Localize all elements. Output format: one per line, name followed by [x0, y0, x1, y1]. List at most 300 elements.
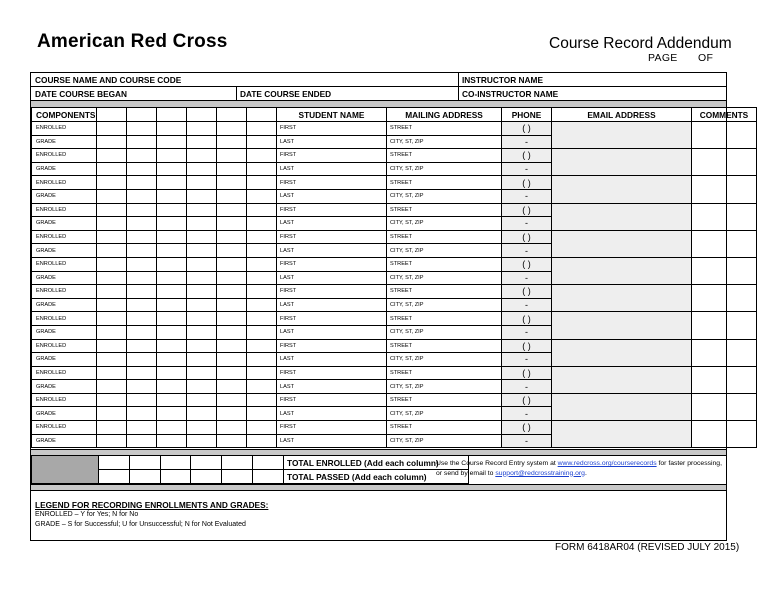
date-began-field[interactable]: DATE COURSE BEGAN [35, 89, 128, 99]
enrolled-cell[interactable] [127, 339, 157, 353]
enrolled-cell[interactable] [127, 176, 157, 190]
enrolled-cell[interactable] [157, 122, 187, 136]
comments-field[interactable] [692, 203, 757, 230]
first-name-field[interactable]: FIRST [277, 285, 387, 299]
enrolled-cell[interactable] [97, 339, 127, 353]
support-email-link[interactable]: support@redcrosstraining.org [495, 469, 585, 477]
courserecords-link[interactable]: www.redcross.org/courserecords [557, 460, 657, 467]
grade-cell[interactable] [187, 189, 217, 203]
enrolled-cell[interactable] [127, 421, 157, 435]
enrolled-cell[interactable] [97, 176, 127, 190]
grade-cell[interactable] [187, 434, 217, 448]
enrolled-cell[interactable] [247, 122, 277, 136]
comments-field[interactable] [692, 176, 757, 203]
enrolled-cell[interactable] [157, 312, 187, 326]
grade-cell[interactable] [187, 353, 217, 367]
grade-cell[interactable] [217, 325, 247, 339]
phone-area-field[interactable]: ( ) [502, 230, 552, 244]
grade-cell[interactable] [157, 407, 187, 421]
phone-number-field[interactable]: - [502, 380, 552, 394]
phone-area-field[interactable]: ( ) [502, 285, 552, 299]
grade-cell[interactable] [97, 298, 127, 312]
grade-cell[interactable] [217, 162, 247, 176]
grade-cell[interactable] [157, 162, 187, 176]
email-field[interactable] [552, 257, 692, 284]
grade-cell[interactable] [127, 380, 157, 394]
enrolled-label: ENROLLED [32, 122, 97, 136]
comments-field[interactable] [692, 421, 757, 448]
grade-cell[interactable] [217, 407, 247, 421]
enrolled-label: ENROLLED [32, 339, 97, 353]
enrolled-cell[interactable] [217, 366, 247, 380]
grade-cell[interactable] [97, 325, 127, 339]
email-field[interactable] [552, 339, 692, 366]
mailing-address-header: MAILING ADDRESS [387, 108, 502, 122]
phone-area-field[interactable]: ( ) [502, 149, 552, 163]
enrolled-cell[interactable] [97, 393, 127, 407]
grade-cell[interactable] [247, 380, 277, 394]
phone-number-field[interactable]: - [502, 162, 552, 176]
grade-label: GRADE [32, 298, 97, 312]
street-field[interactable]: STREET [387, 149, 502, 163]
email-field[interactable] [552, 122, 692, 149]
grade-cell[interactable] [217, 298, 247, 312]
grade-cell[interactable] [187, 298, 217, 312]
last-name-field[interactable]: LAST [277, 298, 387, 312]
street-field[interactable]: STREET [387, 393, 502, 407]
enrolled-cell[interactable] [217, 285, 247, 299]
submission-note: Use the Course Record Entry system at www.redcross.org/courserecords for faster processing, or send by email to support@redcrosstraining.org. [436, 460, 722, 477]
enrolled-cell[interactable] [187, 393, 217, 407]
city-state-zip-field[interactable]: CITY, ST, ZIP [387, 298, 502, 312]
co-instructor-field[interactable]: CO-INSTRUCTOR NAME [462, 89, 559, 99]
enrolled-label: ENROLLED [32, 285, 97, 299]
enrolled-cell[interactable] [97, 312, 127, 326]
student-row-enrolled [32, 203, 757, 217]
street-field[interactable]: STREET [387, 176, 502, 190]
grade-cell[interactable] [247, 434, 277, 448]
grade-cell[interactable] [247, 135, 277, 149]
enrolled-cell[interactable] [127, 203, 157, 217]
first-name-field[interactable]: FIRST [277, 393, 387, 407]
enrolled-label: ENROLLED [32, 203, 97, 217]
components-header: COMPONENTS [32, 108, 97, 122]
total-enrolled-label: TOTAL ENROLLED (Add each column) [284, 456, 469, 470]
grade-cell[interactable] [157, 217, 187, 231]
first-name-field[interactable]: FIRST [277, 312, 387, 326]
student-row-enrolled [32, 122, 757, 136]
grade-cell[interactable] [187, 407, 217, 421]
student-row-enrolled [32, 285, 757, 299]
enrolled-label: ENROLLED [32, 366, 97, 380]
grade-cell[interactable] [97, 217, 127, 231]
enrolled-cell[interactable] [127, 230, 157, 244]
brand-logo-text: American Red Cross [37, 31, 228, 52]
street-field[interactable]: STREET [387, 203, 502, 217]
legend-grade: GRADE – S for Successful; U for Unsuccessful; N for Not Evaluated [35, 521, 246, 528]
grade-cell[interactable] [97, 271, 127, 285]
grade-cell[interactable] [157, 298, 187, 312]
grade-cell[interactable] [217, 353, 247, 367]
grade-label: GRADE [32, 380, 97, 394]
email-header: EMAIL ADDRESS [552, 108, 692, 122]
comments-field[interactable] [692, 366, 757, 393]
enrolled-cell[interactable] [97, 203, 127, 217]
grade-cell[interactable] [157, 189, 187, 203]
enrolled-cell[interactable] [217, 149, 247, 163]
first-name-field[interactable]: FIRST [277, 339, 387, 353]
grade-label: GRADE [32, 353, 97, 367]
first-name-field[interactable]: FIRST [277, 176, 387, 190]
last-name-field[interactable]: LAST [277, 325, 387, 339]
enrolled-cell[interactable] [187, 366, 217, 380]
city-state-zip-field[interactable]: CITY, ST, ZIP [387, 380, 502, 394]
enrolled-label: ENROLLED [32, 230, 97, 244]
grade-cell[interactable] [187, 217, 217, 231]
last-name-field[interactable]: LAST [277, 353, 387, 367]
phone-number-field[interactable]: - [502, 298, 552, 312]
student-row-enrolled [32, 366, 757, 380]
enrolled-cell[interactable] [97, 421, 127, 435]
comments-field[interactable] [692, 257, 757, 284]
grade-cell[interactable] [187, 162, 217, 176]
grade-label: GRADE [32, 162, 97, 176]
enrolled-cell[interactable] [217, 393, 247, 407]
document-title: Course Record Addendum [549, 35, 732, 52]
enrolled-cell[interactable] [187, 176, 217, 190]
grade-label: GRADE [32, 407, 97, 421]
enrolled-cell[interactable] [127, 285, 157, 299]
enrolled-cell[interactable] [247, 257, 277, 271]
street-field[interactable]: STREET [387, 122, 502, 136]
enrolled-cell[interactable] [247, 339, 277, 353]
street-field[interactable]: STREET [387, 285, 502, 299]
first-name-field[interactable]: FIRST [277, 203, 387, 217]
phone-number-field[interactable]: - [502, 189, 552, 203]
form-number: FORM 6418AR04 (REVISED JULY 2015) [555, 542, 740, 553]
grade-cell[interactable] [217, 434, 247, 448]
grade-cell[interactable] [157, 434, 187, 448]
street-field[interactable]: STREET [387, 339, 502, 353]
course-name-field[interactable]: COURSE NAME AND COURSE CODE [35, 75, 182, 85]
student-row-enrolled [32, 393, 757, 407]
phone-area-field[interactable]: ( ) [502, 312, 552, 326]
grade-cell[interactable] [247, 271, 277, 285]
date-ended-field[interactable]: DATE COURSE ENDED [240, 89, 332, 99]
email-field[interactable] [552, 176, 692, 203]
grade-cell[interactable] [127, 162, 157, 176]
enrolled-cell[interactable] [157, 203, 187, 217]
student-row-enrolled [32, 339, 757, 353]
grade-label: GRADE [32, 434, 97, 448]
enrolled-cell[interactable] [157, 393, 187, 407]
enrolled-cell[interactable] [97, 257, 127, 271]
of-label: OF [698, 52, 714, 64]
grade-cell[interactable] [217, 217, 247, 231]
phone-area-field[interactable]: ( ) [502, 339, 552, 353]
student-row-enrolled [32, 149, 757, 163]
grade-cell[interactable] [127, 135, 157, 149]
city-state-zip-field[interactable]: CITY, ST, ZIP [387, 407, 502, 421]
phone-header: PHONE [502, 108, 552, 122]
table-header-row [32, 108, 757, 122]
student-row-enrolled [32, 176, 757, 190]
last-name-field[interactable]: LAST [277, 407, 387, 421]
grade-label: GRADE [32, 135, 97, 149]
grade-cell[interactable] [97, 407, 127, 421]
enrolled-label: ENROLLED [32, 393, 97, 407]
enrolled-cell[interactable] [187, 257, 217, 271]
grade-cell[interactable] [187, 325, 217, 339]
phone-number-field[interactable]: - [502, 244, 552, 258]
course-record-form [30, 72, 749, 541]
enrolled-cell[interactable] [187, 312, 217, 326]
grade-cell[interactable] [127, 244, 157, 258]
comments-field[interactable] [692, 393, 757, 420]
grade-cell[interactable] [97, 189, 127, 203]
grade-cell[interactable] [187, 244, 217, 258]
enrolled-cell[interactable] [187, 149, 217, 163]
enrolled-cell[interactable] [127, 312, 157, 326]
city-state-zip-field[interactable]: CITY, ST, ZIP [387, 244, 502, 258]
grade-cell[interactable] [97, 353, 127, 367]
enrolled-cell[interactable] [217, 230, 247, 244]
last-name-field[interactable]: LAST [277, 244, 387, 258]
phone-area-field[interactable]: ( ) [502, 257, 552, 271]
enrolled-cell[interactable] [97, 230, 127, 244]
grade-cell[interactable] [157, 244, 187, 258]
enrolled-cell[interactable] [217, 122, 247, 136]
enrolled-cell[interactable] [247, 149, 277, 163]
first-name-field[interactable]: FIRST [277, 122, 387, 136]
enrolled-label: ENROLLED [32, 312, 97, 326]
phone-number-field[interactable]: - [502, 353, 552, 367]
grade-cell[interactable] [127, 217, 157, 231]
enrolled-cell[interactable] [217, 312, 247, 326]
legend-title: LEGEND FOR RECORDING ENROLLMENTS AND GRADES: [35, 500, 269, 510]
last-name-field[interactable]: LAST [277, 162, 387, 176]
first-name-field[interactable]: FIRST [277, 149, 387, 163]
grade-cell[interactable] [97, 135, 127, 149]
grade-cell[interactable] [217, 135, 247, 149]
grade-cell[interactable] [247, 325, 277, 339]
email-field[interactable] [552, 230, 692, 257]
phone-number-field[interactable]: - [502, 407, 552, 421]
city-state-zip-field[interactable]: CITY, ST, ZIP [387, 135, 502, 149]
city-state-zip-field[interactable]: CITY, ST, ZIP [387, 189, 502, 203]
phone-number-field[interactable]: - [502, 135, 552, 149]
grade-cell[interactable] [217, 189, 247, 203]
grade-label: GRADE [32, 217, 97, 231]
street-field[interactable]: STREET [387, 312, 502, 326]
enrolled-cell[interactable] [127, 257, 157, 271]
phone-number-field[interactable]: - [502, 325, 552, 339]
email-field[interactable] [552, 285, 692, 312]
enrolled-cell[interactable] [247, 366, 277, 380]
enrolled-cell[interactable] [127, 149, 157, 163]
grade-cell[interactable] [217, 380, 247, 394]
city-state-zip-field[interactable]: CITY, ST, ZIP [387, 162, 502, 176]
student-row-enrolled [32, 421, 757, 435]
grade-cell[interactable] [97, 244, 127, 258]
email-field[interactable] [552, 149, 692, 176]
enrolled-cell[interactable] [187, 285, 217, 299]
enrolled-cell[interactable] [97, 366, 127, 380]
enrolled-cell[interactable] [217, 203, 247, 217]
grade-label: GRADE [32, 325, 97, 339]
grade-label: GRADE [32, 244, 97, 258]
legend-enrolled: ENROLLED – Y for Yes; N for No [35, 511, 139, 518]
enrolled-cell[interactable] [247, 230, 277, 244]
comments-field[interactable] [692, 285, 757, 312]
instructor-name-field[interactable]: INSTRUCTOR NAME [462, 75, 543, 85]
enrolled-cell[interactable] [97, 122, 127, 136]
enrolled-cell[interactable] [187, 122, 217, 136]
comments-field[interactable] [692, 149, 757, 176]
enrolled-cell[interactable] [97, 285, 127, 299]
enrolled-cell[interactable] [127, 122, 157, 136]
grade-cell[interactable] [217, 244, 247, 258]
last-name-field[interactable]: LAST [277, 135, 387, 149]
enrolled-cell[interactable] [157, 149, 187, 163]
phone-area-field[interactable]: ( ) [502, 122, 552, 136]
enrolled-cell[interactable] [247, 312, 277, 326]
enrolled-cell[interactable] [247, 285, 277, 299]
grade-cell[interactable] [187, 380, 217, 394]
grade-cell[interactable] [127, 189, 157, 203]
enrolled-cell[interactable] [187, 203, 217, 217]
enrolled-cell[interactable] [187, 230, 217, 244]
grade-cell[interactable] [187, 271, 217, 285]
street-field[interactable]: STREET [387, 421, 502, 435]
phone-area-field[interactable]: ( ) [502, 421, 552, 435]
comments-field[interactable] [692, 339, 757, 366]
enrolled-label: ENROLLED [32, 421, 97, 435]
first-name-field[interactable]: FIRST [277, 421, 387, 435]
last-name-field[interactable]: LAST [277, 434, 387, 448]
enrolled-label: ENROLLED [32, 149, 97, 163]
grade-cell[interactable] [157, 353, 187, 367]
email-field[interactable] [552, 203, 692, 230]
enrolled-cell[interactable] [187, 339, 217, 353]
email-field[interactable] [552, 366, 692, 393]
enrolled-cell[interactable] [247, 176, 277, 190]
enrolled-cell[interactable] [247, 203, 277, 217]
grade-cell[interactable] [127, 325, 157, 339]
student-table [31, 107, 757, 448]
grade-cell[interactable] [217, 271, 247, 285]
grade-cell[interactable] [157, 135, 187, 149]
street-field[interactable]: STREET [387, 230, 502, 244]
city-state-zip-field[interactable]: CITY, ST, ZIP [387, 271, 502, 285]
grade-cell[interactable] [247, 162, 277, 176]
enrolled-cell[interactable] [187, 421, 217, 435]
grade-cell[interactable] [127, 353, 157, 367]
city-state-zip-field[interactable]: CITY, ST, ZIP [387, 217, 502, 231]
enrolled-label: ENROLLED [32, 176, 97, 190]
email-field[interactable] [552, 393, 692, 420]
grade-cell[interactable] [97, 162, 127, 176]
grade-cell[interactable] [127, 434, 157, 448]
first-name-field[interactable]: FIRST [277, 230, 387, 244]
city-state-zip-field[interactable]: CITY, ST, ZIP [387, 353, 502, 367]
first-name-field[interactable]: FIRST [277, 257, 387, 271]
grade-label: GRADE [32, 189, 97, 203]
enrolled-cell[interactable] [157, 339, 187, 353]
grade-cell[interactable] [247, 407, 277, 421]
grade-cell[interactable] [187, 135, 217, 149]
enrolled-cell[interactable] [157, 285, 187, 299]
comments-field[interactable] [692, 122, 757, 149]
last-name-field[interactable]: LAST [277, 380, 387, 394]
enrolled-cell[interactable] [247, 421, 277, 435]
student-row-enrolled [32, 257, 757, 271]
grade-cell[interactable] [247, 189, 277, 203]
enrolled-cell[interactable] [97, 149, 127, 163]
grading-legend [35, 500, 268, 530]
grade-cell[interactable] [157, 325, 187, 339]
city-state-zip-field[interactable]: CITY, ST, ZIP [387, 325, 502, 339]
street-field[interactable]: STREET [387, 257, 502, 271]
phone-area-field[interactable]: ( ) [502, 176, 552, 190]
grade-cell[interactable] [247, 353, 277, 367]
comments-field[interactable] [692, 312, 757, 339]
email-field[interactable] [552, 421, 692, 448]
phone-area-field[interactable]: ( ) [502, 393, 552, 407]
grade-cell[interactable] [157, 380, 187, 394]
email-field[interactable] [552, 312, 692, 339]
first-name-field[interactable]: FIRST [277, 366, 387, 380]
enrolled-cell[interactable] [217, 421, 247, 435]
enrolled-cell[interactable] [127, 393, 157, 407]
grade-cell[interactable] [127, 271, 157, 285]
last-name-field[interactable]: LAST [277, 189, 387, 203]
comments-header: COMMENTS [692, 108, 757, 122]
page-indicator [648, 52, 713, 64]
grade-cell[interactable] [97, 434, 127, 448]
enrolled-cell[interactable] [217, 339, 247, 353]
enrolled-cell[interactable] [217, 257, 247, 271]
phone-number-field[interactable]: - [502, 434, 552, 448]
student-row-enrolled [32, 230, 757, 244]
phone-area-field[interactable]: ( ) [502, 203, 552, 217]
last-name-field[interactable]: LAST [277, 217, 387, 231]
enrolled-cell[interactable] [157, 230, 187, 244]
phone-number-field[interactable]: - [502, 271, 552, 285]
enrolled-cell[interactable] [247, 393, 277, 407]
grade-cell[interactable] [247, 298, 277, 312]
grade-cell[interactable] [127, 407, 157, 421]
enrolled-cell[interactable] [127, 366, 157, 380]
grade-cell[interactable] [127, 298, 157, 312]
enrolled-cell[interactable] [157, 421, 187, 435]
enrolled-cell[interactable] [217, 176, 247, 190]
grade-cell[interactable] [157, 271, 187, 285]
comments-field[interactable] [692, 230, 757, 257]
last-name-field[interactable]: LAST [277, 271, 387, 285]
enrolled-cell[interactable] [157, 176, 187, 190]
grade-cell[interactable] [247, 217, 277, 231]
enrolled-cell[interactable] [157, 257, 187, 271]
phone-number-field[interactable]: - [502, 217, 552, 231]
grade-cell[interactable] [247, 244, 277, 258]
enrolled-cell[interactable] [157, 366, 187, 380]
city-state-zip-field[interactable]: CITY, ST, ZIP [387, 434, 502, 448]
phone-area-field[interactable]: ( ) [502, 366, 552, 380]
grade-cell[interactable] [97, 380, 127, 394]
total-passed-label: TOTAL PASSED (Add each column) [284, 470, 469, 484]
street-field[interactable]: STREET [387, 366, 502, 380]
